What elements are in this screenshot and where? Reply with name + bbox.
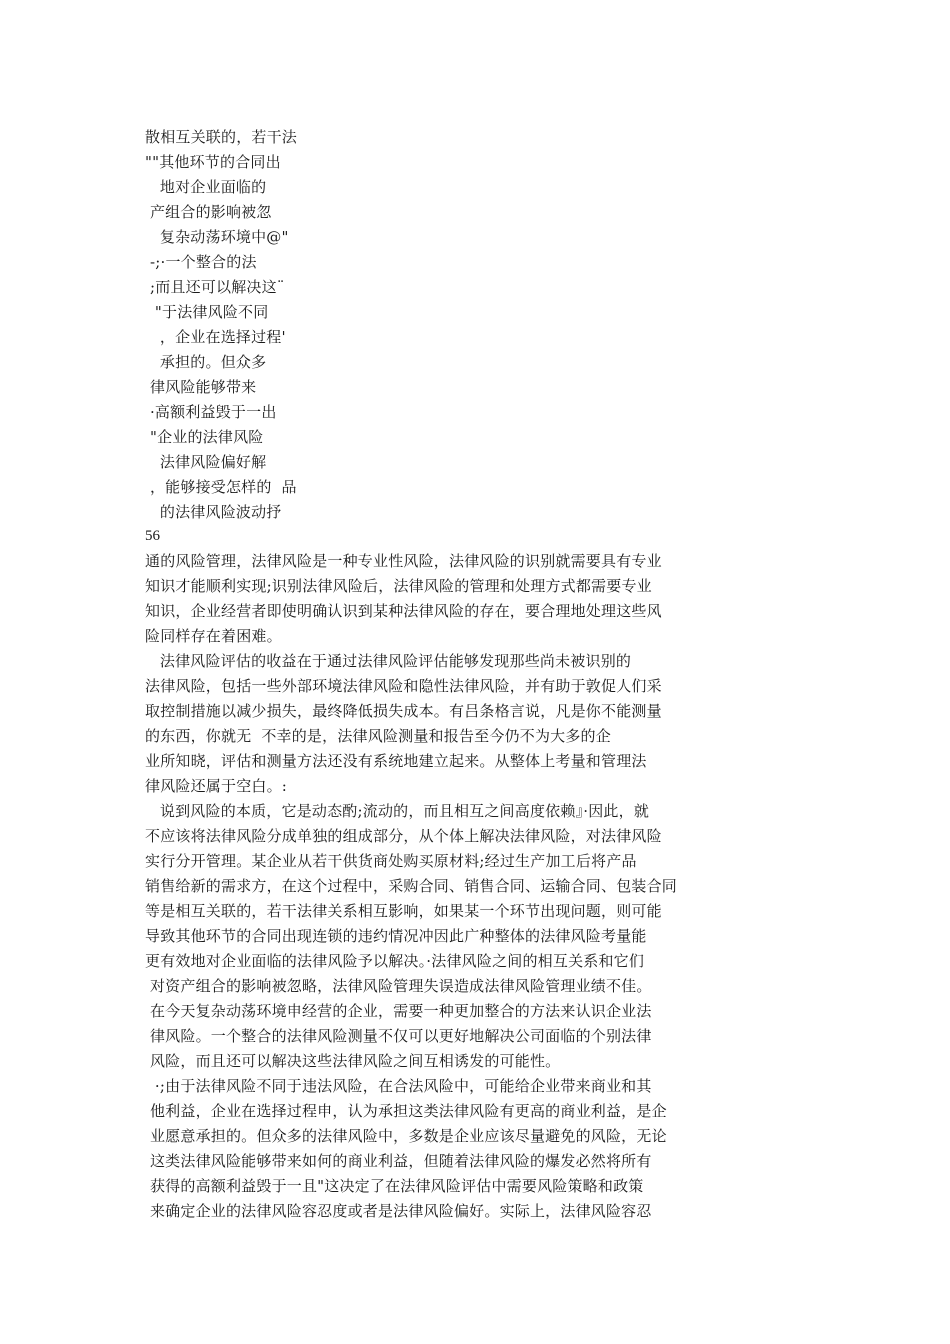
page-number: 56 — [145, 528, 160, 544]
body-line: 销售给新的需求方，在这个过程中，采购合同、销售合同、运输合同、包装合同 — [145, 877, 678, 895]
body-line: 获得的高额利益毁于一且"这决定了在法律风险评估中需要风险策略和政策 — [145, 1177, 644, 1195]
body-line: 对资产组合的影响被忽略，法律风险管理失误造成法律风险管理业绩不佳。 — [145, 977, 652, 995]
fragment-line: "企业的法律风险 — [145, 428, 264, 446]
fragment-line: ，能够接受怎样的 品 — [145, 478, 297, 496]
body-line: 险同样存在着困难。 — [145, 627, 282, 645]
fragment-line: 承担的。但众多 — [145, 353, 267, 371]
body-line: 实行分开管理。某企业从若干供货商处购买原材料;经过生产加工后将产品 — [145, 852, 637, 870]
body-line: 通的风险管理，法律风险是一种专业性风险，法律风险的识别就需要具有专业 — [145, 552, 662, 570]
fragment-line: 复杂动荡环境中@" — [145, 228, 289, 246]
body-line: 导致其他环节的合同出现连锁的违约情况冲因此广种整体的法律风险考量能 — [145, 927, 647, 945]
body-line: 这类法律风险能够带来如何的商业利益，但随着法律风险的爆发必然将所有 — [145, 1152, 652, 1170]
fragment-line: ""其他环节的合同出 — [145, 153, 281, 171]
body-line: 在今天复杂动荡环境申经营的企业，需要一种更加整合的方法来认识企业法 — [145, 1002, 652, 1020]
body-line: 知识，企业经营者即使明确认识到某种法律风险的存在，要合理地处理这些风 — [145, 602, 662, 620]
fragment-line: "于法律风险不同 — [145, 303, 269, 321]
fragment-line: ，企业在选择过程' — [145, 328, 286, 346]
body-line: 说到风险的本质，它是动态酌;流动的，而且相互之间高度依赖』·因此，就 — [145, 802, 650, 820]
body-line: 等是相互关联的，若干法律关系相互影响，如果某一个环节出现问题，则可能 — [145, 902, 662, 920]
body-line: 取控制措施以减少损失，最终降低损失成本。有吕条格言说，凡是你不能测量 — [145, 702, 662, 720]
fragment-line: -;·一个整合的法 — [145, 253, 257, 271]
fragment-line: 地对企业面临的 — [145, 178, 267, 196]
fragment-line: 产组合的影响被忽 — [145, 203, 272, 221]
fragment-line: ;而且还可以解决这¨ — [145, 278, 285, 296]
body-line: ·;由于法律风险不同于违法风险，在合法风险中，可能给企业带来商业和其 — [145, 1077, 652, 1095]
fragment-line: 法律风险偏好解 — [145, 453, 267, 471]
body-line: 风险，而且还可以解决这些法律风险之间互相诱发的可能性。 — [145, 1052, 561, 1070]
body-line: 来确定企业的法律风险容忍度或者是法律风险偏好。实际上，法律风险容忍 — [145, 1202, 652, 1220]
body-line: 业愿意承担的。但众多的法律风险中，多数是企业应该尽量避免的风险，无论 — [145, 1127, 667, 1145]
body-line: 不应该将法律风险分成单独的组成部分，从个体上解决法律风险，对法律风险 — [145, 827, 662, 845]
body-line: 法律风险评估的收益在于通过法律风险评估能够发现那些尚未被识别的 — [145, 652, 632, 670]
body-line: 律风险还属于空白。: — [145, 777, 288, 795]
fragment-line: 律风险能够带来 — [145, 378, 257, 396]
body-line: 更有效地对企业面临的法律风险予以解决。·法律风险之间的相互关系和它们 — [145, 952, 645, 970]
body-line: 他利益，企业在选择过程申，认为承担这类法律风险有更高的商业利益，是企 — [145, 1102, 667, 1120]
body-line: 律风险。一个整合的法律风险测量不仅可以更好地解决公司面临的个别法律 — [145, 1027, 652, 1045]
fragment-line: 的法律风险波动抒 — [145, 503, 282, 521]
fragment-line: ·高额利益毁于一出 — [145, 403, 277, 421]
body-line: 法律风险，包括一些外部环境法律风险和隐性法律风险，并有助于敦促人们采 — [145, 677, 662, 695]
body-line: 知识才能顺利实现;识别法律风险后，法律风险的管理和处理方式都需要专业 — [145, 577, 652, 595]
body-line: 的东西，你就无 不幸的是，法律风险测量和报告至今仍不为大多的企 — [145, 727, 611, 745]
body-line: 业所知晓，评估和测量方法还没有系统地建立起来。从整体上考量和管理法 — [145, 752, 647, 770]
fragment-line: 散相互关联的，若干法 — [145, 128, 298, 146]
